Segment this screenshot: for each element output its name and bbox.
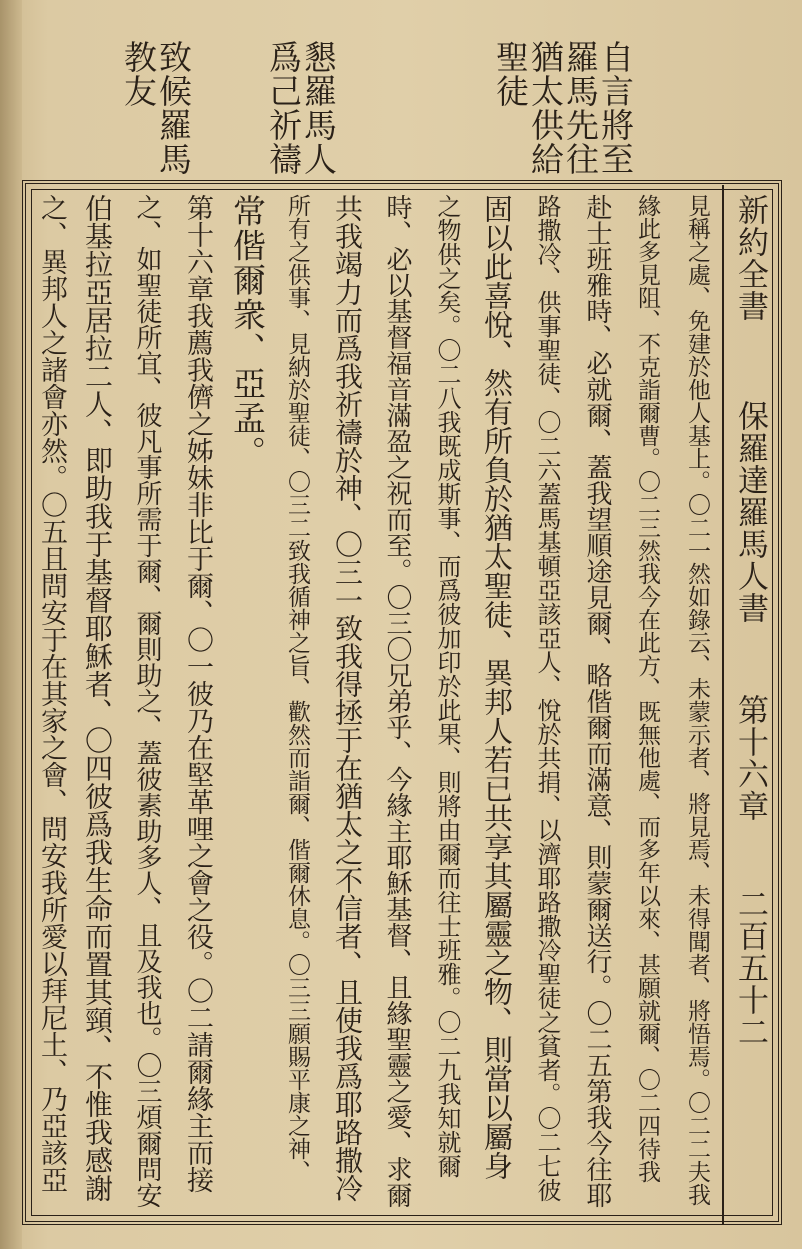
text-column: 緣此多見阻、不克詣爾曹。〇二三然我今在此方、既無他處、而多年以來、甚願就爾、〇二四待我 (634, 194, 660, 1183)
text-column: 見稱之處、免建於他人基上。〇二一然如錄云、未蒙示者、將見焉、未得聞者、將悟焉。〇二二夫我 (684, 194, 710, 1206)
text-column: 之、如聖徒所宜、彼凡事所需于爾、爾則助之、蓋彼素助多人、且及我也。〇三煩爾問安 (132, 194, 162, 1208)
margin-note: 致候羅馬 (154, 40, 193, 176)
text-column: 共我竭力而爲我祈禱於神、〇三一致我得拯于在猶太之不信者、且使我爲耶路撒冷 (331, 194, 364, 1202)
header-divider (722, 185, 724, 1225)
margin-note: 爲己祈禱 (264, 40, 303, 176)
book-title: 新約全書 (732, 194, 768, 322)
margin-note: 聖徒 (491, 40, 530, 108)
text-column: 赴士班雅時、必就爾、蓋我望順途見爾、略偕爾而滿意、則蒙爾送行。〇二五第我今往耶 (582, 194, 612, 1208)
chapter-number: 第十六章 (732, 694, 768, 822)
page-number: 二百五十二 (732, 888, 768, 1048)
epistle-title: 保羅達羅馬人書 (732, 400, 768, 624)
text-column: 時、必以基督福音滿盈之祝而至。〇三〇兄弟乎、今緣主耶穌基督、且緣聖靈之愛、求爾 (382, 194, 412, 1208)
text-column: 伯基拉亞居拉二人、即助我于基督耶穌者、〇四彼爲我生命而置其頸、不惟我感謝 (81, 194, 114, 1202)
margin-note: 羅馬先往 (561, 40, 600, 176)
text-column: 之物供之矣。〇二八我既成斯事、而爲彼加印於此果、則將由爾而往士班雅。〇二九我知就爾 (433, 194, 461, 1178)
text-column: 路撒冷、供事聖徒、〇二六蓋馬基頓亞該亞人、悅於共捐、以濟耶路撒冷聖徒之貧者。〇二七彼 (533, 194, 561, 1202)
margin-note: 猶太供給 (526, 40, 565, 176)
margin-note: 教友 (119, 40, 158, 108)
margin-note: 自言將至 (596, 40, 635, 176)
text-column: 常偕爾衆、亞孟。 (228, 194, 267, 470)
binding-shadow (0, 0, 22, 1249)
text-column: 所有之供事、見納於聖徒、〇三二致我循神之旨、歡然而詣爾、偕爾休息。〇三三願賜平康之神、 (284, 194, 310, 1183)
margin-note: 懇羅馬人 (299, 40, 338, 176)
text-column: 固以此喜悅、然有所負於猶太聖徒、異邦人若已共享其屬靈之物、則當以屬身 (480, 194, 514, 1180)
running-header (733, 194, 767, 1204)
text-column: 第十六章我薦我儕之姊妹非比于爾、〇一彼乃在堅革哩之會之役。〇二請爾緣主而接 (182, 194, 213, 1193)
text-column: 之、異邦人之諸會亦然。〇五且問安于在其家之會、問安我所愛以拜尼土、乃亞該亞 (36, 194, 67, 1193)
